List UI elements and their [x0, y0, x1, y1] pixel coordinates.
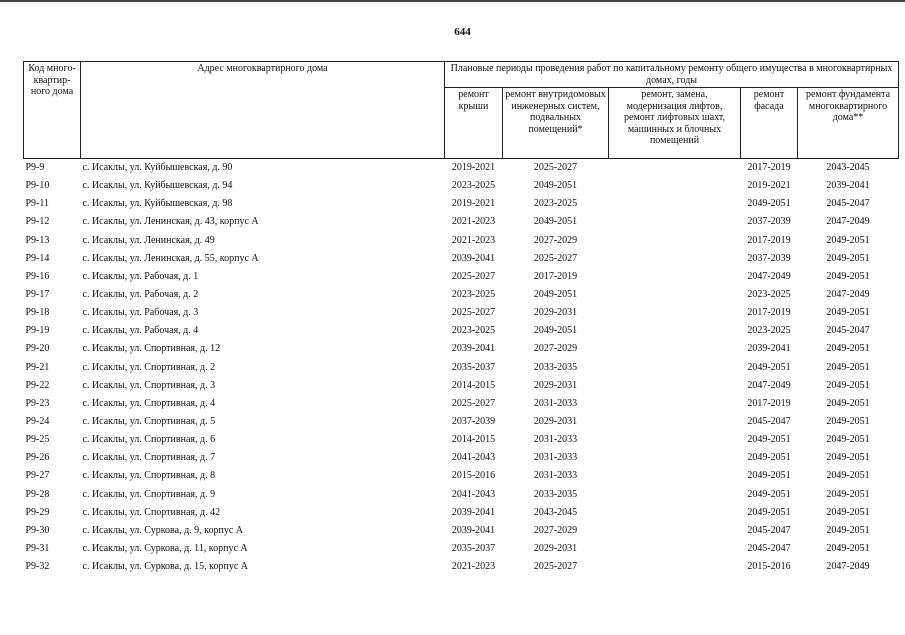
table-row — [24, 322, 899, 340]
table-row — [24, 449, 899, 467]
cell-roof: 2023-2025 — [451, 289, 496, 301]
cell-facade: 2049-2051 — [747, 452, 791, 464]
cell-elevators — [609, 431, 741, 449]
cell-foundation: 2049-2051 — [826, 307, 870, 319]
table-row — [24, 304, 899, 322]
header-code: Код много-квартир-ного дома — [24, 62, 81, 159]
table-row — [24, 213, 899, 231]
cell-elevators — [609, 159, 741, 178]
cell-engineering: 2029-2031 — [533, 543, 578, 555]
cell-roof: 2039-2041 — [451, 524, 496, 536]
table-row — [24, 286, 899, 304]
cell-foundation: 2049-2051 — [826, 470, 870, 482]
cell-address: с. Исаклы, ул. Суркова, д. 9, корпус А — [82, 524, 244, 536]
cell-engineering: 2033-2035 — [533, 488, 578, 500]
cell-foundation: 2049-2051 — [826, 434, 870, 446]
cell-roof: 2019-2021 — [451, 162, 496, 174]
cell-code: Р9-27 — [25, 470, 50, 482]
cell-code: Р9-17 — [25, 289, 50, 301]
cell-roof: 2014-2015 — [451, 379, 496, 391]
cell-address: с. Исаклы, ул. Спортивная, д. 9 — [82, 488, 216, 500]
cell-code: Р9-29 — [25, 506, 50, 518]
header-foundation: ремонт фундамента многоквартирного дома** — [798, 88, 899, 159]
repair-schedule-table — [23, 61, 899, 576]
cell-foundation: 2047-2049 — [826, 561, 870, 573]
cell-elevators — [609, 359, 741, 377]
cell-address: с. Исаклы, ул. Куйбышевская, д. 90 — [82, 162, 233, 174]
cell-foundation: 2049-2051 — [826, 234, 870, 246]
cell-elevators — [609, 232, 741, 250]
cell-roof: 2039-2041 — [451, 343, 496, 355]
cell-engineering: 2049-2051 — [533, 325, 578, 337]
cell-elevators — [609, 304, 741, 322]
cell-facade: 2015-2016 — [747, 561, 791, 573]
cell-address: с. Исаклы, ул. Суркова, д. 15, корпус А — [82, 561, 249, 573]
cell-foundation: 2049-2051 — [826, 543, 870, 555]
table-row — [24, 504, 899, 522]
cell-elevators — [609, 268, 741, 286]
cell-facade: 2047-2049 — [747, 379, 791, 391]
cell-code: Р9-10 — [25, 180, 50, 192]
cell-address: с. Исаклы, ул. Рабочая, д. 2 — [82, 289, 199, 301]
cell-engineering: 2025-2027 — [533, 252, 578, 264]
top-rule — [0, 0, 905, 2]
cell-foundation: 2049-2051 — [826, 524, 870, 536]
cell-elevators — [609, 340, 741, 358]
cell-address: с. Исаклы, ул. Рабочая, д. 4 — [82, 325, 199, 337]
cell-facade: 2049-2051 — [747, 488, 791, 500]
cell-elevators — [609, 504, 741, 522]
cell-elevators — [609, 558, 741, 576]
cell-facade: 2045-2047 — [747, 524, 791, 536]
cell-elevators — [609, 413, 741, 431]
cell-roof: 2039-2041 — [451, 506, 496, 518]
cell-elevators — [609, 522, 741, 540]
table-row — [24, 522, 899, 540]
cell-engineering: 2027-2029 — [533, 234, 578, 246]
cell-foundation: 2043-2045 — [826, 162, 870, 174]
cell-engineering: 2031-2033 — [533, 434, 578, 446]
cell-foundation: 2049-2051 — [826, 379, 870, 391]
cell-code: Р9-28 — [25, 488, 50, 500]
cell-foundation: 2049-2051 — [826, 343, 870, 355]
cell-code: Р9-14 — [25, 252, 50, 264]
table-row — [24, 250, 899, 268]
cell-roof: 2023-2025 — [451, 180, 496, 192]
cell-facade: 2023-2025 — [747, 325, 791, 337]
table-row — [24, 359, 899, 377]
table-row — [24, 395, 899, 413]
table-row — [24, 558, 899, 576]
cell-engineering: 2031-2033 — [533, 397, 578, 409]
cell-elevators — [609, 395, 741, 413]
cell-foundation: 2049-2051 — [826, 452, 870, 464]
cell-code: Р9-19 — [25, 325, 50, 337]
header-periods: Плановые периоды проведения работ по капитальному ремонту общего имущества в многоквартирных домах, годы — [445, 62, 899, 88]
cell-code: Р9-31 — [25, 543, 50, 555]
header-elevators: ремонт, замена, модернизация лифтов, ремонт лифтовых шахт, машинных и блочных помещений — [609, 88, 741, 159]
cell-address: с. Исаклы, ул. Куйбышевская, д. 98 — [82, 198, 233, 210]
cell-address: с. Исаклы, ул. Куйбышевская, д. 94 — [82, 180, 233, 192]
cell-elevators — [609, 195, 741, 213]
cell-facade: 2049-2051 — [747, 506, 791, 518]
cell-code: Р9-9 — [25, 162, 45, 174]
cell-engineering: 2043-2045 — [533, 506, 578, 518]
table-row — [24, 195, 899, 213]
cell-address: с. Исаклы, ул. Спортивная, д. 5 — [82, 416, 216, 428]
header-roof: ремонт крыши — [445, 88, 503, 159]
cell-facade: 2045-2047 — [747, 543, 791, 555]
cell-roof: 2035-2037 — [451, 543, 496, 555]
table-row — [24, 431, 899, 449]
cell-roof: 2021-2023 — [451, 561, 496, 573]
table-row — [24, 268, 899, 286]
cell-code: Р9-12 — [25, 216, 50, 228]
cell-engineering: 2029-2031 — [533, 416, 578, 428]
cell-elevators — [609, 540, 741, 558]
cell-engineering: 2017-2019 — [533, 270, 578, 282]
cell-foundation: 2047-2049 — [826, 289, 870, 301]
cell-code: Р9-21 — [25, 361, 50, 373]
cell-engineering: 2027-2029 — [533, 343, 578, 355]
table-row — [24, 159, 899, 178]
cell-facade: 2039-2041 — [747, 343, 791, 355]
cell-code: Р9-13 — [25, 234, 50, 246]
cell-elevators — [609, 286, 741, 304]
cell-engineering: 2049-2051 — [533, 289, 578, 301]
cell-roof: 2025-2027 — [451, 270, 496, 282]
cell-engineering: 2025-2027 — [533, 162, 578, 174]
cell-foundation: 2049-2051 — [826, 506, 870, 518]
cell-code: Р9-26 — [25, 452, 50, 464]
cell-facade: 2017-2019 — [747, 307, 791, 319]
header-engineering: ремонт внутридомовых инженерных систем, подвальных помещений* — [503, 88, 609, 159]
cell-code: Р9-23 — [25, 397, 50, 409]
cell-code: Р9-16 — [25, 270, 50, 282]
cell-roof: 2041-2043 — [451, 488, 496, 500]
cell-roof: 2035-2037 — [451, 361, 496, 373]
cell-engineering: 2031-2033 — [533, 470, 578, 482]
table-header — [24, 62, 899, 159]
table-row — [24, 540, 899, 558]
cell-facade: 2019-2021 — [747, 180, 791, 192]
cell-code: Р9-22 — [25, 379, 50, 391]
cell-foundation: 2049-2051 — [826, 397, 870, 409]
cell-facade: 2037-2039 — [747, 252, 791, 264]
cell-facade: 2037-2039 — [747, 216, 791, 228]
cell-address: с. Исаклы, ул. Спортивная, д. 3 — [82, 379, 216, 391]
cell-address: с. Исаклы, ул. Спортивная, д. 2 — [82, 361, 216, 373]
cell-code: Р9-32 — [25, 561, 50, 573]
table-row — [24, 486, 899, 504]
header-facade: ремонт фасада — [741, 88, 798, 159]
table-row — [24, 177, 899, 195]
cell-elevators — [609, 449, 741, 467]
table-row — [24, 413, 899, 431]
cell-foundation: 2045-2047 — [826, 325, 870, 337]
table-body — [24, 159, 899, 577]
cell-code: Р9-25 — [25, 434, 50, 446]
cell-roof: 2021-2023 — [451, 216, 496, 228]
cell-engineering: 2029-2031 — [533, 307, 578, 319]
cell-elevators — [609, 250, 741, 268]
cell-engineering: 2025-2027 — [533, 561, 578, 573]
cell-foundation: 2039-2041 — [826, 180, 870, 192]
cell-foundation: 2049-2051 — [826, 361, 870, 373]
cell-code: Р9-11 — [25, 198, 50, 210]
cell-engineering: 2049-2051 — [533, 180, 578, 192]
cell-elevators — [609, 486, 741, 504]
cell-elevators — [609, 322, 741, 340]
cell-foundation: 2049-2051 — [826, 270, 870, 282]
cell-foundation: 2049-2051 — [826, 416, 870, 428]
cell-roof: 2021-2023 — [451, 234, 496, 246]
cell-facade: 2017-2019 — [747, 162, 791, 174]
cell-foundation: 2045-2047 — [826, 198, 870, 210]
cell-address: с. Исаклы, ул. Ленинская, д. 43, корпус А — [82, 216, 259, 228]
cell-roof: 2039-2041 — [451, 252, 496, 264]
cell-roof: 2025-2027 — [451, 397, 496, 409]
cell-roof: 2041-2043 — [451, 452, 496, 464]
cell-facade: 2047-2049 — [747, 270, 791, 282]
cell-code: Р9-20 — [25, 343, 50, 355]
cell-engineering: 2049-2051 — [533, 216, 578, 228]
cell-roof: 2015-2016 — [451, 470, 496, 482]
cell-roof: 2037-2039 — [451, 416, 496, 428]
cell-foundation: 2047-2049 — [826, 216, 870, 228]
table-row — [24, 340, 899, 358]
cell-facade: 2049-2051 — [747, 434, 791, 446]
cell-engineering: 2023-2025 — [533, 198, 578, 210]
cell-address: с. Исаклы, ул. Рабочая, д. 3 — [82, 307, 199, 319]
cell-address: с. Исаклы, ул. Ленинская, д. 49 — [82, 234, 215, 246]
table-row — [24, 232, 899, 250]
cell-elevators — [609, 213, 741, 231]
cell-address: с. Исаклы, ул. Спортивная, д. 8 — [82, 470, 216, 482]
cell-facade: 2049-2051 — [747, 361, 791, 373]
header-address: Адрес многоквартирного дома — [81, 62, 445, 159]
cell-facade: 2049-2051 — [747, 198, 791, 210]
cell-address: с. Исаклы, ул. Спортивная, д. 6 — [82, 434, 216, 446]
cell-code: Р9-18 — [25, 307, 50, 319]
cell-address: с. Исаклы, ул. Спортивная, д. 42 — [82, 506, 221, 518]
cell-roof: 2014-2015 — [451, 434, 496, 446]
cell-elevators — [609, 177, 741, 195]
cell-roof: 2019-2021 — [451, 198, 496, 210]
cell-code: Р9-24 — [25, 416, 50, 428]
cell-address: с. Исаклы, ул. Спортивная, д. 7 — [82, 452, 216, 464]
cell-facade: 2023-2025 — [747, 289, 791, 301]
page-number: 644 — [454, 26, 471, 38]
cell-facade: 2045-2047 — [747, 416, 791, 428]
cell-roof: 2025-2027 — [451, 307, 496, 319]
cell-engineering: 2029-2031 — [533, 379, 578, 391]
cell-address: с. Исаклы, ул. Спортивная, д. 12 — [82, 343, 221, 355]
table-row — [24, 377, 899, 395]
cell-facade: 2017-2019 — [747, 397, 791, 409]
cell-engineering: 2027-2029 — [533, 524, 578, 536]
cell-address: с. Исаклы, ул. Суркова, д. 11, корпус А — [82, 543, 248, 555]
table-row — [24, 467, 899, 485]
cell-foundation: 2049-2051 — [826, 252, 870, 264]
cell-code: Р9-30 — [25, 524, 50, 536]
cell-elevators — [609, 377, 741, 395]
cell-foundation: 2049-2051 — [826, 488, 870, 500]
cell-roof: 2023-2025 — [451, 325, 496, 337]
cell-address: с. Исаклы, ул. Спортивная, д. 4 — [82, 397, 216, 409]
cell-engineering: 2031-2033 — [533, 452, 578, 464]
cell-engineering: 2033-2035 — [533, 361, 578, 373]
cell-address: с. Исаклы, ул. Рабочая, д. 1 — [82, 270, 199, 282]
cell-address: с. Исаклы, ул. Ленинская, д. 55, корпус А — [82, 252, 259, 264]
cell-facade: 2017-2019 — [747, 234, 791, 246]
cell-facade: 2049-2051 — [747, 470, 791, 482]
cell-elevators — [609, 467, 741, 485]
